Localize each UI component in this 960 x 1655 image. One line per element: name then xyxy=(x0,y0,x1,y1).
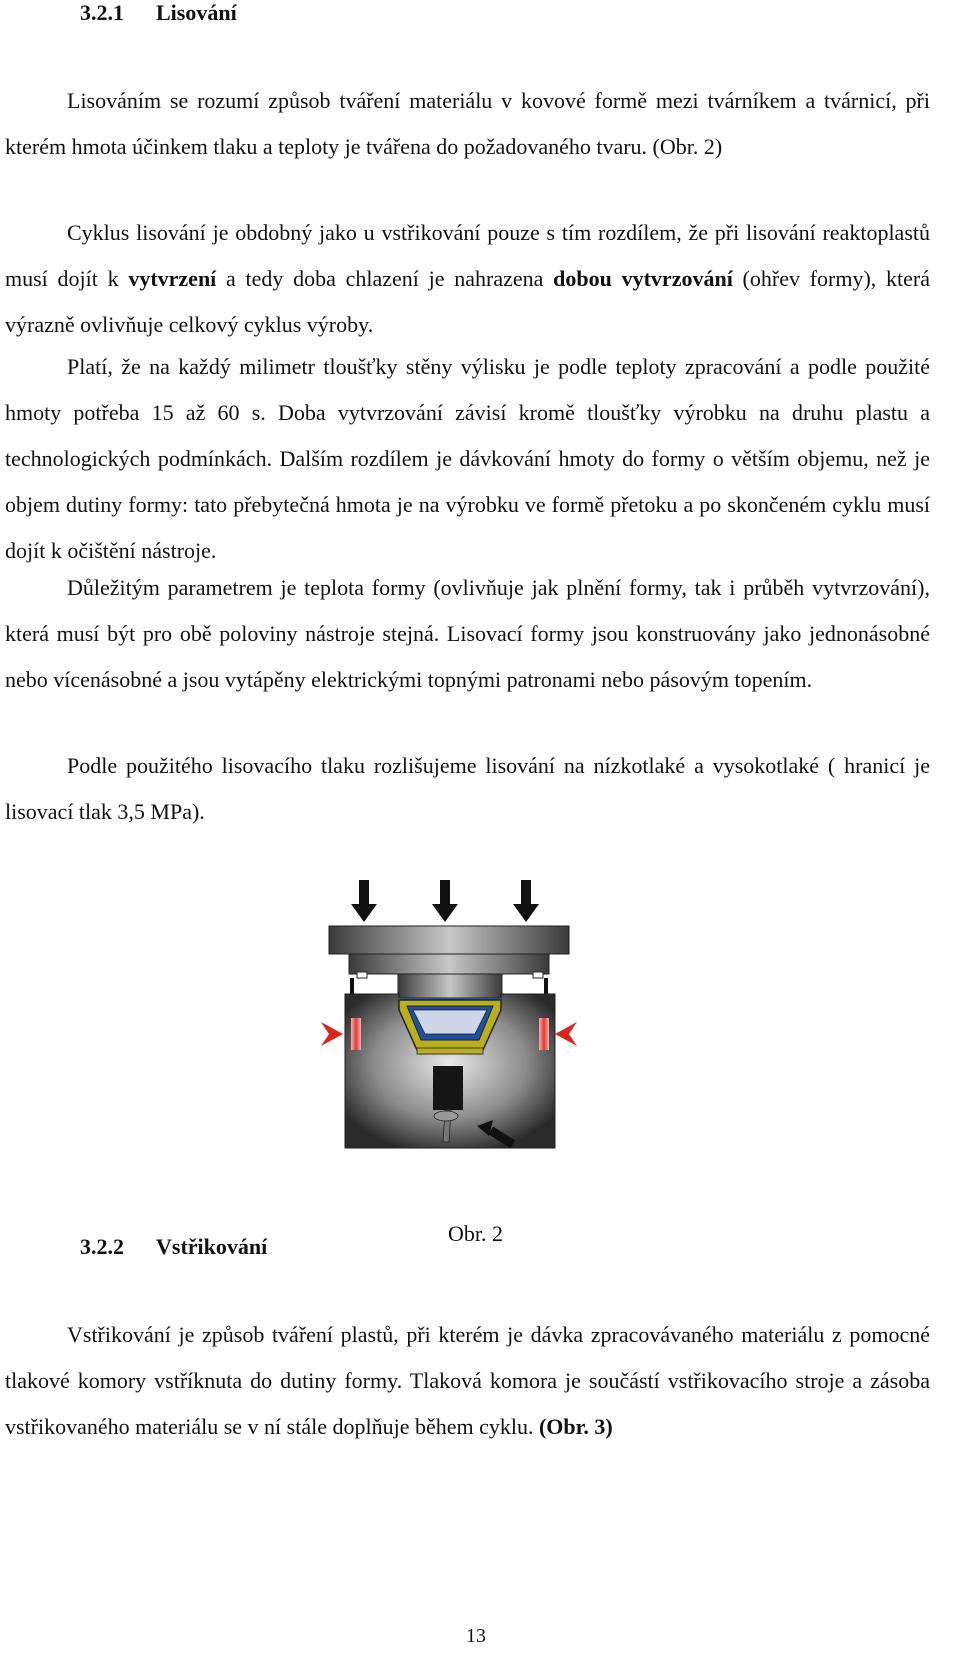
section-number: 3.2.1 xyxy=(80,0,124,25)
bold-term-doba-vytvrzovani: dobou vytvrzování xyxy=(553,266,733,291)
heat-arrow-left-icon xyxy=(321,1022,343,1046)
section-number: 3.2.2 xyxy=(80,1234,124,1259)
paragraph-text: Podle použitého lisovacího tlaku rozlišujeme lisování na nízkotlaké a vysokotlaké ( hranicí je lisovací tlak 3,5 MPa). xyxy=(5,753,930,824)
section-title: Vstřikování xyxy=(156,1234,268,1259)
paragraph-thickness xyxy=(5,344,930,574)
section-heading-lisovani xyxy=(80,0,237,26)
heater-left xyxy=(351,1018,361,1050)
figure-reference: (Obr. 3) xyxy=(538,1414,613,1439)
text-run: Cyklus lisování je obdobný jako u vstřikování pouze s tím rozdílem, že při lisování reaktoplastů musí dojít k xyxy=(5,220,930,291)
text-run: a tedy doba chlazení je nahrazena xyxy=(216,266,554,291)
press-arrow-center-icon xyxy=(432,880,458,922)
press-arrow-left-icon xyxy=(351,880,377,922)
paragraph-injection xyxy=(5,1312,930,1450)
paragraph-definition xyxy=(5,78,930,170)
paragraph-pressure xyxy=(5,743,930,835)
compression-mold-figure xyxy=(315,880,645,1210)
paragraph-text: Důležitým parametrem je teplota formy (ovlivňuje jak plnění formy, tak i průběh vytvrzování), která musí být pro obě poloviny nástroje stejná. Lisovací formy jsou konstruovány jako jednonásobné nebo vícenásobné a jsou vytápěny elektrickými topnými patronami nebo pásovým topením. xyxy=(5,575,930,692)
text-run: Vstřikování je způsob tváření plastů, při kterém je dávka zpracovávaného materiálu z pomocné tlakové komory vstříknuta do dutiny formy. Tlaková komora je součástí vstřikovacího stroje a zásoba vstřikovaného materiálu se v ní stále doplňuje během cyklu. xyxy=(5,1322,930,1439)
figure-caption: Obr. 2 xyxy=(448,1221,503,1246)
page-number: 13 xyxy=(466,1625,486,1647)
section-heading-vstrikovani xyxy=(80,1234,267,1260)
paragraph-temperature xyxy=(5,565,930,703)
bold-term-vytvrzeni: vytvrzení xyxy=(128,266,217,291)
section-title: Lisování xyxy=(156,0,237,25)
paragraph-text: Platí, že na každý milimetr tloušťky stěny výlisku je podle teploty zpracování a podle použité hmoty potřeba 15 až 60 s. Doba vytvrzování závisí kromě tloušťky výrobku na druhu plastu a technologických podmínkách. Dalším rozdílem je dávkování hmoty do formy o větším objemu, než je objem dutiny formy: tato přebytečná hmota je na výrobku ve formě přetoku a po skončeném cyklu musí dojít k očištění nástroje. xyxy=(5,354,930,563)
press-arrow-right-icon xyxy=(513,880,539,922)
heater-right xyxy=(539,1018,549,1050)
paragraph-text: Lisováním se rozumí způsob tváření materiálu v kovové formě mezi tvárníkem a tvárnicí, při kterém hmota účinkem tlaku a teploty je tvářena do požadovaného tvaru. (Obr. 2) xyxy=(5,88,930,159)
paragraph-cycle xyxy=(5,210,930,348)
text-run: (ohřev formy), která výrazně ovlivňuje celkový cyklus výroby. xyxy=(5,266,930,337)
heat-arrow-right-icon xyxy=(555,1022,577,1046)
